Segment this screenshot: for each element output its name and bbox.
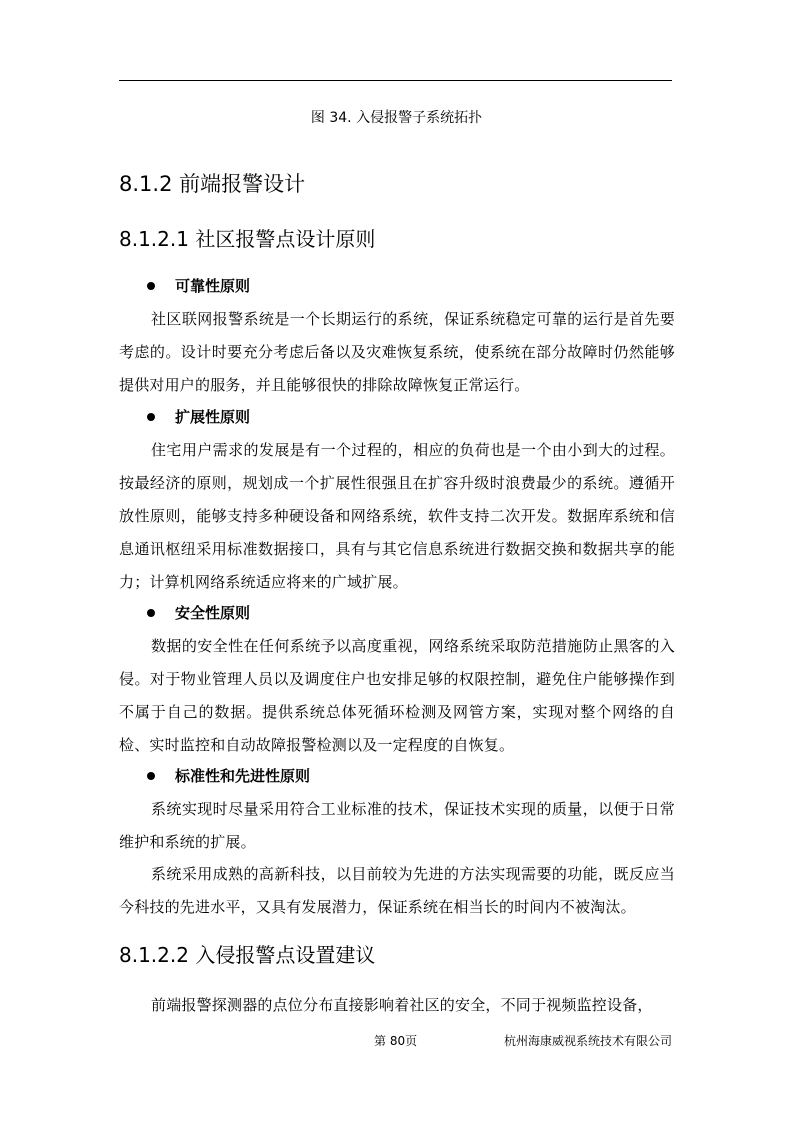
bullet-label: 标准性和先进性原则 bbox=[175, 767, 311, 785]
bullet-security bbox=[147, 601, 250, 625]
paragraph-reliability: 社区联网报警系统是一个长期运行的系统，保证系统稳定可靠的运行是首先要考虑的。设计时要充分考虑后备以及灾难恢复系统，使系统在部分故障时仍然能够提供对用户的服务，并且能够很快的排除故障恢复正常运行。 bbox=[119, 310, 675, 394]
subsection-heading-intrusion-points: 8.1.2.2 入侵报警点设置建议 bbox=[119, 943, 376, 967]
bullet-standards bbox=[147, 764, 310, 788]
bullet-dot-icon bbox=[147, 413, 155, 421]
bullet-label: 可靠性原则 bbox=[175, 277, 251, 295]
page-number: 第 80页 bbox=[374, 1034, 418, 1048]
bullet-dot-icon bbox=[147, 282, 155, 290]
subsection-heading-design-principles: 8.1.2.1 社区报警点设计原则 bbox=[119, 227, 376, 251]
bullet-dot-icon bbox=[147, 609, 155, 617]
bullet-dot-icon bbox=[147, 772, 155, 780]
bullet-label: 安全性原则 bbox=[175, 604, 251, 622]
header-rule bbox=[119, 80, 672, 81]
bullet-scalability bbox=[147, 405, 250, 429]
paragraph-scalability: 住宅用户需求的发展是有一个过程的，相应的负荷也是一个由小到大的过程。按最经济的原则，规划成一个扩展性很强且在扩容升级时浪费最少的系统。遵循开放性原则，能够支持多种硬设备和网络系统，软件支持二次开发。数据库系统和信息通讯枢纽采用标准数据接口，具有与其它信息系统进行数据交换和数据共享的能力；计算机网络系统适应将来的广域扩展。 bbox=[119, 441, 675, 591]
footer-company: 杭州海康威视系统技术有限公司 bbox=[503, 1034, 672, 1048]
section-heading: 8.1.2 前端报警设计 bbox=[119, 172, 306, 196]
paragraph-standards-2: 系统采用成熟的高新科技，以目前较为先进的方法实现需要的功能，既反应当今科技的先进水平，又具有发展潜力，保证系统在相当长的时间内不被淘汰。 bbox=[119, 865, 675, 916]
paragraph-security: 数据的安全性在任何系统予以高度重视，网络系统采取防范措施防止黑客的入侵。对于物业管理人员以及调度住户也安排足够的权限控制，避免住户能够操作到不属于自己的数据。提供系统总体死循环检测及网管方案，实现对整个网络的自检、实时监控和自动故障报警检测以及一定程度的自恢复。 bbox=[119, 637, 675, 754]
paragraph-intrusion-points: 前端报警探测器的点位分布直接影响着社区的安全，不同于视频监控设备， bbox=[151, 996, 653, 1014]
bullet-label: 扩展性原则 bbox=[175, 408, 251, 426]
bullet-reliability bbox=[147, 274, 250, 298]
paragraph-standards-1: 系统实现时尽量采用符合工业标准的技术，保证技术实现的质量，以便于日常维护和系统的扩展。 bbox=[119, 800, 675, 851]
figure-caption: 图 34. 入侵报警子系统拓扑 bbox=[310, 110, 483, 126]
